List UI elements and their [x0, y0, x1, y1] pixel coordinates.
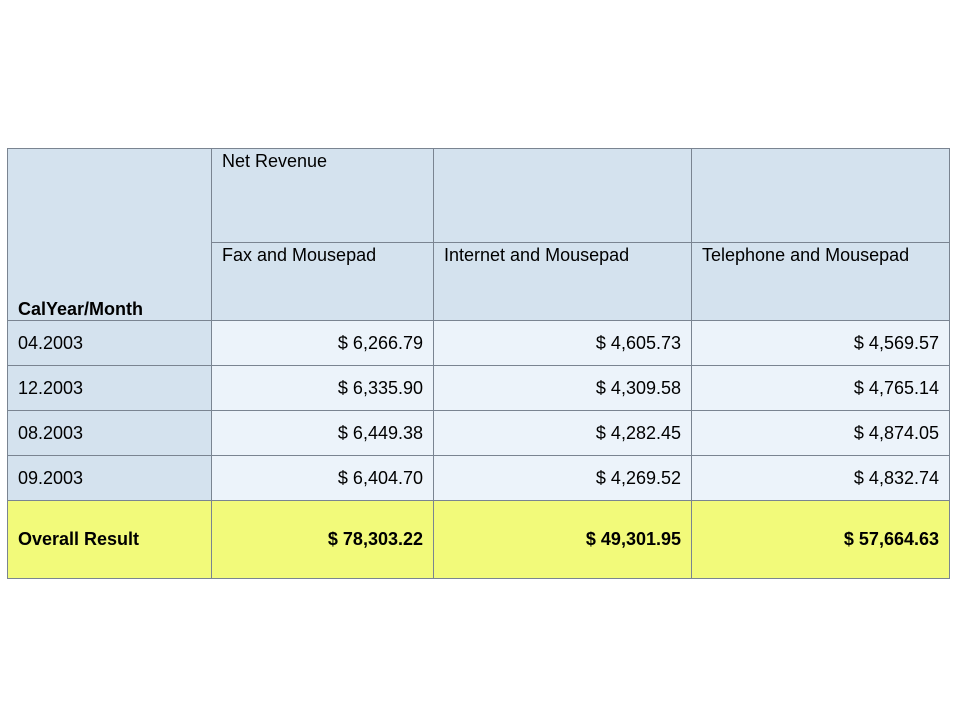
value-cell: $ 4,605.73	[434, 321, 692, 366]
value-cell: $ 4,874.05	[692, 411, 950, 456]
revenue-table	[7, 148, 950, 579]
row-label: 04.2003	[8, 321, 212, 366]
row-label: 12.2003	[8, 366, 212, 411]
header-row-measure	[8, 149, 950, 243]
row-label: 08.2003	[8, 411, 212, 456]
value-cell: $ 6,449.38	[212, 411, 434, 456]
table-row	[8, 456, 950, 501]
value-cell: $ 4,309.58	[434, 366, 692, 411]
table-row	[8, 411, 950, 456]
total-value-cell: $ 49,301.95	[434, 501, 692, 579]
column-header: Fax and Mousepad	[212, 243, 434, 321]
measure-label: Net Revenue	[212, 149, 434, 243]
total-value-cell: $ 78,303.22	[212, 501, 434, 579]
column-header: Internet and Mousepad	[434, 243, 692, 321]
value-cell: $ 4,832.74	[692, 456, 950, 501]
column-header: Telephone and Mousepad	[692, 243, 950, 321]
table-row	[8, 321, 950, 366]
value-cell: $ 6,266.79	[212, 321, 434, 366]
value-cell: $ 4,269.52	[434, 456, 692, 501]
header-empty-cell	[692, 149, 950, 243]
total-row	[8, 501, 950, 579]
total-value-cell: $ 57,664.63	[692, 501, 950, 579]
value-cell: $ 4,282.45	[434, 411, 692, 456]
header-empty-cell	[434, 149, 692, 243]
value-cell: $ 6,335.90	[212, 366, 434, 411]
value-cell: $ 4,765.14	[692, 366, 950, 411]
row-label: 09.2003	[8, 456, 212, 501]
value-cell: $ 6,404.70	[212, 456, 434, 501]
value-cell: $ 4,569.57	[692, 321, 950, 366]
total-label: Overall Result	[8, 501, 212, 579]
table-row	[8, 366, 950, 411]
row-header-label: CalYear/Month	[8, 149, 212, 321]
